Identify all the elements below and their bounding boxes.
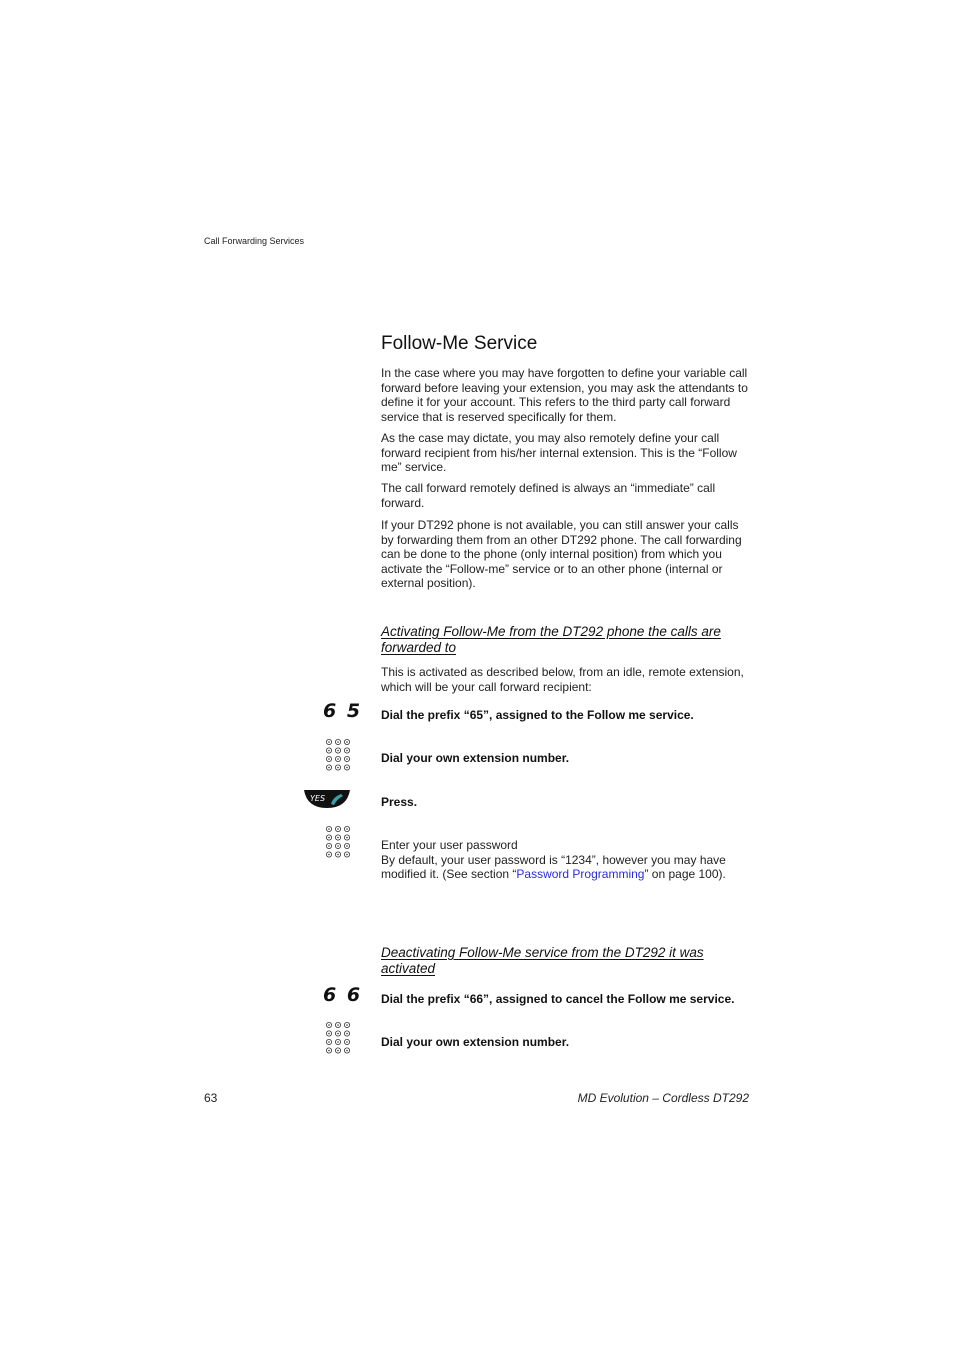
password-programming-link[interactable]: Password Programming [516, 867, 645, 881]
password-note-tail: ” on page 100). [644, 867, 726, 881]
document-title: MD Evolution – Cordless DT292 [577, 1091, 749, 1105]
step-dial-extension: Dial your own extension number. [381, 751, 570, 765]
deactivate-heading [381, 945, 753, 977]
keypad-icon [325, 1021, 351, 1055]
page-title: Follow-Me Service [381, 333, 538, 354]
step-press: Press. [381, 795, 418, 809]
yes-key-label: YES [310, 794, 326, 803]
intro-paragraph-4: If your DT292 phone is not available, you can still answer your calls by forwarding them from an other DT292 phone. The call forwarding can be done to the phone (only internal position) from which you activate the “Follow-me” service or to an other phone (internal or external position). [381, 518, 742, 590]
page-number: 63 [204, 1091, 218, 1105]
password-note [381, 853, 761, 882]
keypad-icon [325, 825, 351, 859]
prefix-65-digits: 6 5 [323, 700, 363, 722]
activate-heading [381, 624, 753, 656]
deactivate-heading-text: Deactivating Follow-Me service from the DT292 it was activated [381, 945, 704, 976]
yes-key-icon [303, 788, 351, 810]
step-dial-extension-deactivate: Dial your own extension number. [381, 1035, 570, 1049]
intro-paragraph-2: As the case may dictate, you may also remotely define your call forward recipient from his/her internal extension. This is the “Follow me” service. [381, 431, 737, 474]
step-dial-prefix-66: Dial the prefix “66”, assigned to cancel the Follow me service. [381, 992, 735, 1006]
keypad-icon [325, 738, 351, 772]
password-note-text: By default, your user password is “1234”, however you may have modified it. (See section “ [381, 852, 726, 881]
activate-heading-text: Activating Follow-Me from the DT292 phone the calls are forwarded to [381, 624, 721, 655]
intro-paragraph-3: The call forward remotely defined is always an “immediate” call forward. [381, 481, 716, 510]
password-line: Enter your user password [381, 838, 518, 852]
step-dial-prefix-65: Dial the prefix “65”, assigned to the Follow me service. [381, 708, 694, 722]
activate-description: This is activated as described below, from an idle, remote extension, which will be your call forward recipient: [381, 665, 744, 694]
running-header: Call Forwarding Services [204, 236, 305, 246]
step-enter-password [381, 838, 761, 882]
prefix-66-digits: 6 6 [323, 984, 363, 1006]
intro-paragraph-1: In the case where you may have forgotten to define your variable call forward before leaving your extension, you may ask the attendants to define it for your account. This refers to the third party call forward service that is reserved specifically for them. [381, 366, 748, 424]
